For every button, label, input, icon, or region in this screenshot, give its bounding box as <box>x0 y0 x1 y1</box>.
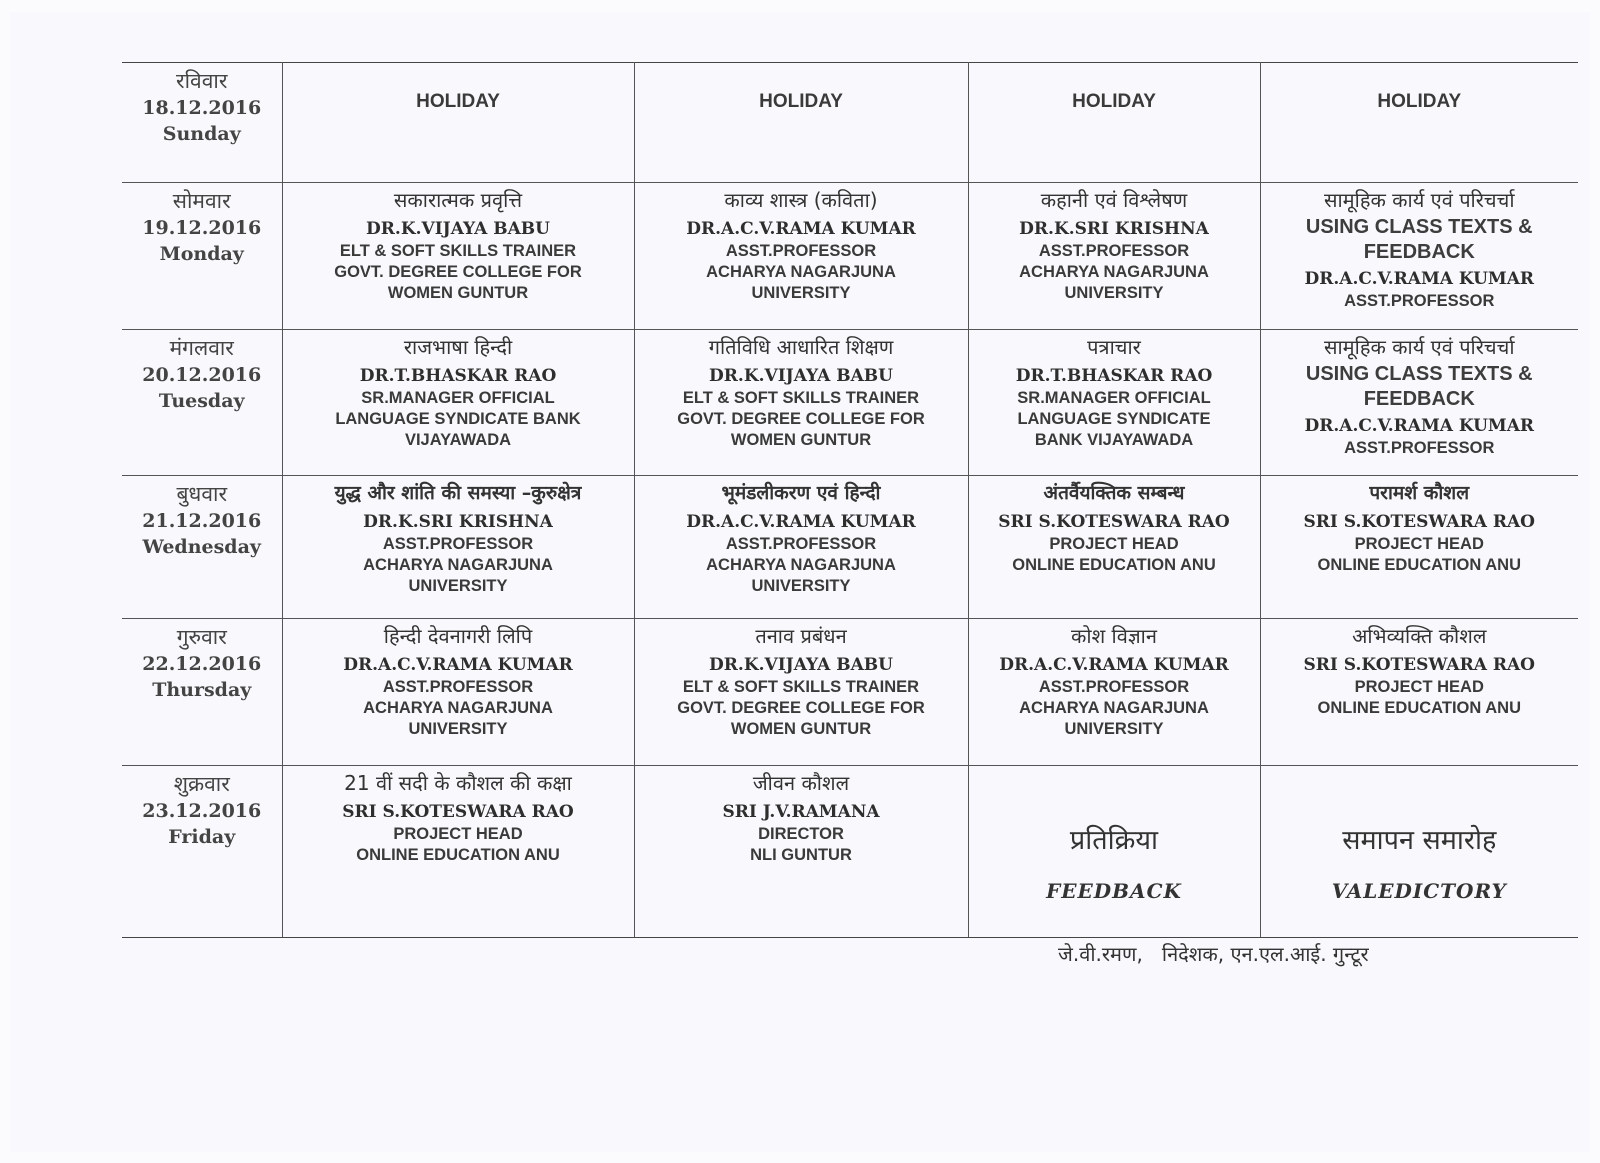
day-cell <box>122 63 282 183</box>
speaker-designation: LANGUAGE SYNDICATE BANK <box>335 410 581 429</box>
speaker-name: SRI S.KOTESWARA RAO <box>342 801 574 822</box>
session-cell <box>282 618 634 765</box>
session-topic: गतिविधि आधारित शिक्षण <box>708 335 894 360</box>
speaker-designation: ELT & SOFT SKILLS TRAINER <box>339 242 577 261</box>
speaker-designation: ONLINE EDUCATION ANU <box>1317 555 1521 574</box>
session-cell <box>968 475 1260 618</box>
day-hindi: बुधवार <box>176 481 228 506</box>
session-topic: सकारात्मक प्रवृत्ति <box>393 188 523 213</box>
speaker-name: DR.A.C.V.RAMA KUMAR <box>686 219 916 240</box>
session-cell <box>634 183 968 330</box>
speaker-designation: BANK VIJAYAWADA <box>1034 431 1194 450</box>
speaker-designation: ONLINE EDUCATION ANU <box>1012 555 1216 574</box>
speaker-designation: ACHARYA NAGARJUNA <box>706 555 896 574</box>
day-cell <box>122 330 282 475</box>
speaker-designation: PROJECT HEAD <box>393 824 523 843</box>
day-date: 19.12.2016 <box>142 217 262 240</box>
speaker-designation: ELT & SOFT SKILLS TRAINER <box>682 677 920 696</box>
speaker-designation: SR.MANAGER OFFICIAL <box>361 389 555 408</box>
schedule-row <box>122 183 1578 330</box>
speaker-designation: ACHARYA NAGARJUNA <box>1019 698 1209 717</box>
session-topic: परामर्श कौशल <box>1369 481 1470 504</box>
speaker-designation: GOVT. DEGREE COLLEGE FOR <box>677 698 925 717</box>
day-hindi: रविवार <box>176 69 228 93</box>
speaker-designation: UNIVERSITY <box>408 576 508 595</box>
session-topic: जीवन कौशल <box>752 770 850 795</box>
session-cell <box>1260 63 1578 183</box>
speaker-designation: PROJECT HEAD <box>1049 534 1179 553</box>
holiday-label: HOLIDAY <box>1377 91 1462 112</box>
session-topic: काव्य शास्त्र (कविता) <box>724 188 878 213</box>
session-cell <box>968 183 1260 330</box>
speaker-name: DR.K.SRI KRISHNA <box>363 511 553 532</box>
session-topic: तनाव प्रबंधन <box>755 623 847 648</box>
closing-title-english: VALEDICTORY <box>1331 878 1507 903</box>
speaker-name: SRI S.KOTESWARA RAO <box>1303 511 1535 532</box>
day-hindi: सोमवार <box>172 189 231 214</box>
day-cell <box>122 765 282 937</box>
session-topic: अंतर्वैयक्तिक सम्बन्ध <box>1043 481 1185 504</box>
day-cell <box>122 618 282 765</box>
schedule-row <box>122 765 1578 937</box>
holiday-label: HOLIDAY <box>1072 91 1156 112</box>
closing-title-hindi: समापन समारोह <box>1342 824 1497 856</box>
day-english: Sunday <box>162 123 241 145</box>
speaker-name: DR.A.C.V.RAMA KUMAR <box>343 654 573 675</box>
speaker-designation: NLI GUNTUR <box>750 845 852 864</box>
speaker-designation: ONLINE EDUCATION ANU <box>356 845 560 864</box>
speaker-designation: DIRECTOR <box>758 824 844 843</box>
session-topic-english: USING CLASS TEXTS & <box>1305 216 1533 239</box>
speaker-designation: ASST.PROFESSOR <box>382 677 534 696</box>
session-topic: हिन्दी देवनागरी लिपि <box>383 623 533 648</box>
speaker-designation: UNIVERSITY <box>751 576 851 595</box>
session-cell <box>282 183 634 330</box>
session-topic: सामूहिक कार्य एवं परिचर्चा <box>1323 335 1515 360</box>
day-date: 18.12.2016 <box>142 97 262 119</box>
session-cell <box>634 475 968 618</box>
closing-title-english: FEEDBACK <box>1046 878 1182 903</box>
speaker-name: DR.K.VIJAYA BABU <box>709 654 893 675</box>
day-english: Friday <box>168 825 236 848</box>
session-cell <box>968 765 1260 937</box>
session-cell <box>282 765 634 937</box>
session-topic: कोश विज्ञान <box>1071 623 1157 648</box>
speaker-designation: ASST.PROFESSOR <box>1344 292 1495 311</box>
speaker-designation: ACHARYA NAGARJUNA <box>1019 263 1209 282</box>
day-date: 23.12.2016 <box>142 799 262 822</box>
session-topic: 21 वीं सदी के कौशल की कक्षा <box>344 770 572 795</box>
session-topic: भूमंडलीकरण एवं हिन्दी <box>721 481 881 504</box>
signature-line: जे.वी.रमण, निदेशक, एन.एल.आई. गुन्टूर <box>1058 942 1369 966</box>
session-cell <box>968 618 1260 765</box>
session-topic: कहानी एवं विश्लेषण <box>1040 188 1188 213</box>
session-cell <box>634 618 968 765</box>
speaker-designation: PROJECT HEAD <box>1354 534 1484 553</box>
speaker-name: DR.K.VIJAYA BABU <box>366 219 550 240</box>
speaker-designation: ACHARYA NAGARJUNA <box>363 555 553 574</box>
speaker-designation: UNIVERSITY <box>1064 719 1164 738</box>
session-topic-english: USING CLASS TEXTS & <box>1305 363 1533 386</box>
speaker-name: DR.A.C.V.RAMA KUMAR <box>999 654 1229 675</box>
speaker-name: DR.A.C.V.RAMA KUMAR <box>686 511 916 532</box>
session-cell <box>282 63 634 183</box>
session-topic-english: FEEDBACK <box>1363 241 1475 264</box>
speaker-designation: SR.MANAGER OFFICIAL <box>1017 389 1211 408</box>
day-english: Wednesday <box>142 535 261 558</box>
day-cell <box>122 183 282 330</box>
session-cell <box>968 63 1260 183</box>
speaker-designation: ASST.PROFESSOR <box>382 534 534 553</box>
closing-title-hindi: प्रतिक्रिया <box>1069 824 1159 856</box>
speaker-designation: UNIVERSITY <box>408 719 508 738</box>
speaker-designation: PROJECT HEAD <box>1354 677 1484 696</box>
speaker-designation: UNIVERSITY <box>1064 284 1164 303</box>
session-cell <box>634 765 968 937</box>
session-topic-english: FEEDBACK <box>1363 388 1475 411</box>
session-cell <box>1260 765 1578 937</box>
speaker-designation: GOVT. DEGREE COLLEGE FOR <box>677 410 925 429</box>
speaker-designation: ASST.PROFESSOR <box>1038 242 1190 261</box>
speaker-designation: WOMEN GUNTUR <box>387 284 529 303</box>
speaker-designation: ONLINE EDUCATION ANU <box>1317 698 1521 717</box>
day-date: 21.12.2016 <box>142 509 262 532</box>
day-cell <box>122 475 282 618</box>
speaker-designation: ACHARYA NAGARJUNA <box>706 263 896 282</box>
day-date: 20.12.2016 <box>142 364 262 387</box>
session-topic: अभिव्यक्ति कौशल <box>1352 623 1487 648</box>
speaker-name: DR.A.C.V.RAMA KUMAR <box>1304 269 1535 290</box>
speaker-designation: WOMEN GUNTUR <box>730 719 872 738</box>
speaker-name: SRI J.V.RAMANA <box>722 801 880 822</box>
session-cell <box>634 330 968 475</box>
session-cell <box>968 330 1260 475</box>
session-cell <box>1260 183 1578 330</box>
day-hindi: गुरुवार <box>176 624 227 649</box>
speaker-designation: LANGUAGE SYNDICATE <box>1017 410 1211 429</box>
day-english: Thursday <box>152 678 252 701</box>
session-topic: युद्ध और शांति की समस्या –कुरुक्षेत्र <box>334 481 582 504</box>
speaker-designation: UNIVERSITY <box>751 284 851 303</box>
speaker-designation: GOVT. DEGREE COLLEGE FOR <box>334 263 582 282</box>
speaker-designation: ASST.PROFESSOR <box>725 242 877 261</box>
session-cell <box>1260 475 1578 618</box>
schedule-row <box>122 63 1578 183</box>
speaker-designation: ASST.PROFESSOR <box>1344 439 1495 458</box>
schedule-row <box>122 475 1578 618</box>
session-cell <box>282 330 634 475</box>
speaker-name: DR.T.BHASKAR RAO <box>359 366 557 387</box>
speaker-designation: ACHARYA NAGARJUNA <box>363 698 553 717</box>
speaker-designation: ELT & SOFT SKILLS TRAINER <box>682 389 920 408</box>
speaker-name: DR.K.SRI KRISHNA <box>1019 219 1209 240</box>
speaker-name: DR.A.C.V.RAMA KUMAR <box>1304 416 1535 437</box>
speaker-name: SRI S.KOTESWARA RAO <box>1303 654 1535 675</box>
holiday-label: HOLIDAY <box>759 91 843 112</box>
day-hindi: मंगलवार <box>169 336 234 361</box>
session-cell <box>1260 330 1578 475</box>
session-topic: राजभाषा हिन्दी <box>403 335 513 360</box>
day-hindi: शुक्रवार <box>173 771 230 796</box>
schedule-table <box>122 62 1578 938</box>
speaker-designation: ASST.PROFESSOR <box>725 534 877 553</box>
speaker-designation: ASST.PROFESSOR <box>1038 677 1190 696</box>
session-topic: सामूहिक कार्य एवं परिचर्चा <box>1323 188 1515 213</box>
speaker-name: DR.T.BHASKAR RAO <box>1015 366 1213 387</box>
session-topic: पत्राचार <box>1087 335 1141 360</box>
schedule-row <box>122 618 1578 765</box>
day-date: 22.12.2016 <box>142 652 262 675</box>
day-english: Tuesday <box>158 390 245 413</box>
speaker-designation: VIJAYAWADA <box>404 431 512 450</box>
speaker-designation: WOMEN GUNTUR <box>730 431 872 450</box>
speaker-name: SRI S.KOTESWARA RAO <box>998 511 1230 532</box>
schedule-row <box>122 330 1578 475</box>
day-english: Monday <box>159 243 244 266</box>
session-cell <box>282 475 634 618</box>
speaker-name: DR.K.VIJAYA BABU <box>709 366 893 387</box>
holiday-label: HOLIDAY <box>416 91 500 112</box>
session-cell <box>1260 618 1578 765</box>
session-cell <box>634 63 968 183</box>
